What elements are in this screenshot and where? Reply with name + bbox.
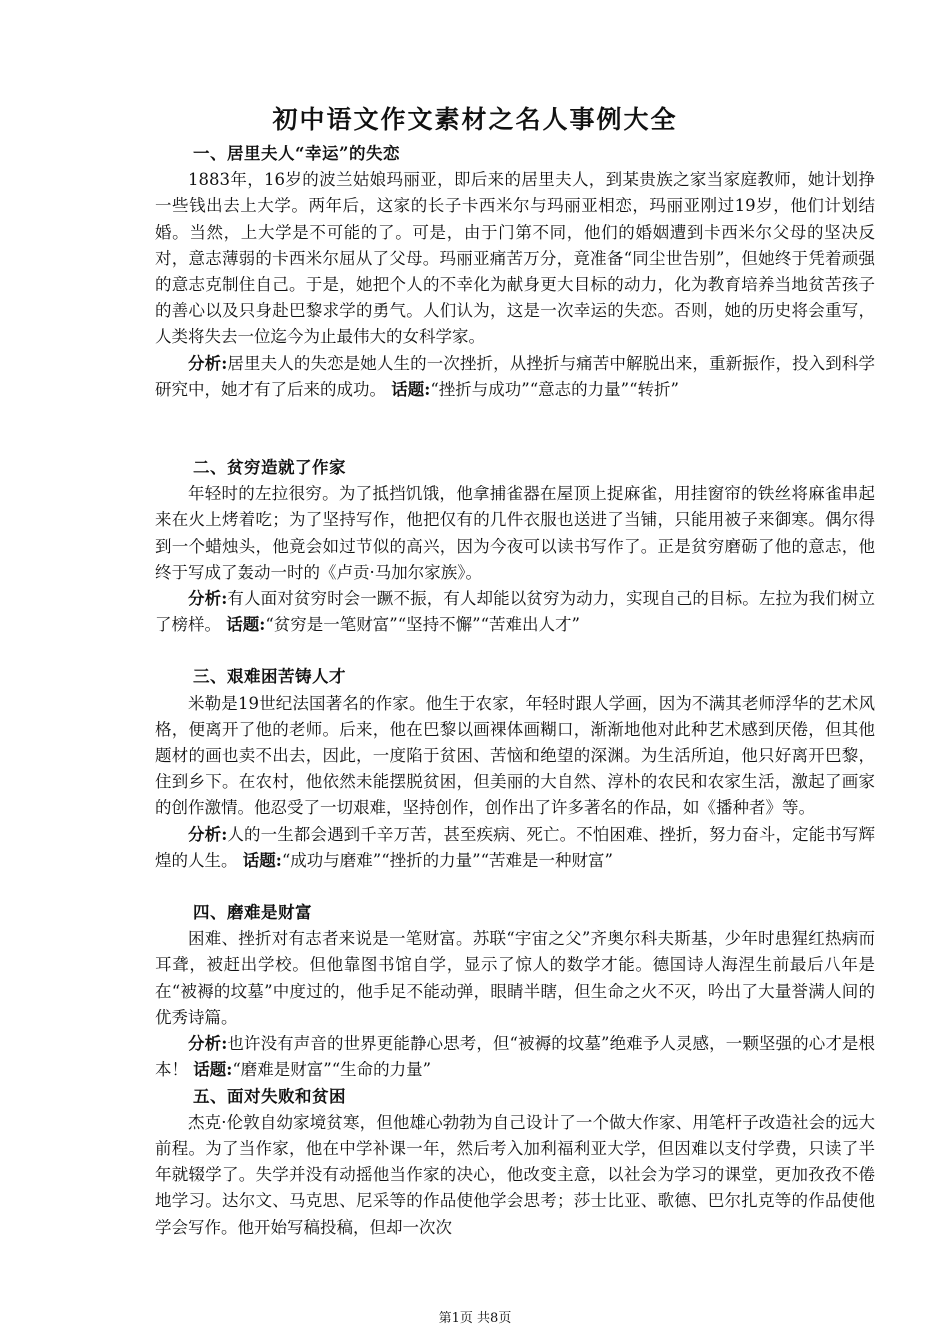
section-heading: 五、面对失败和贫困 [193, 1086, 346, 1106]
topic-text: “贫穷是一笔财富”“坚持不懈”“苦难出人才” [265, 615, 580, 635]
section-heading: 一、居里夫人“幸运”的失恋 [193, 144, 400, 163]
analysis-label: 分析: [188, 589, 228, 609]
document-title: 初中语文作文素材之名人事例大全 [272, 105, 678, 134]
topic-label: 话题: [193, 1060, 233, 1080]
section-gap [155, 638, 875, 664]
section-body: 困难、挫折对有志者来说是一笔财富。苏联“宇宙之父”齐奥尔科夫斯基，少年时患猩红热病而耳聋，被赶出学校。但他靠图书馆自学，显示了惊人的数学才能。德国诗人海涅生前最后八年是在“被褥的坟墓”中度过的，他手足不能动弹，眼睛半瞎，但生命之火不灭，吟出了大量誉满人间的优秀诗篇。 [155, 929, 875, 1027]
page-footer: 第1页 共8页 [438, 1311, 512, 1326]
topic-text: “磨难是财富”“生命的力量” [232, 1060, 432, 1080]
section-heading: 四、磨难是财富 [193, 903, 312, 923]
section-body: 米勒是19世纪法国著名的作家。他生于农家，年轻时跟人学画，因为不满其老师浮华的艺术风格，便离开了他的老师。后来，他在巴黎以画裸体画糊口，渐渐地他对此种艺术感到厌倦，但其他题材的画也卖不出去，因此，一度陷于贫困、苦恼和绝望的深渊。为生活所迫，他只好离开巴黎，住到乡下。在农村，他依然未能摆脱贫困，但美丽的大自然、淳朴的农民和农家生活，激起了画家的创作激情。他忍受了一切艰难，坚持创作，创作出了许多著名的作品，如《播种者》等。 [155, 693, 875, 818]
topic-text: “成功与磨难”“挫折的力量”“苦难是一种财富” [281, 850, 613, 870]
section-heading: 三、艰难困苦铸人才 [193, 667, 346, 687]
analysis-text: 居里夫人的失恋是她人生的一次挫折，从挫折与痛苦中解脱出来，重新振作，投入到科学研究中，她才有了后来的成功。 [155, 353, 876, 399]
section-analysis [155, 351, 875, 403]
analysis-label: 分析: [188, 353, 228, 373]
analysis-text: 人的一生都会遇到千辛万苦，甚至疾病、死亡。不怕困难、挫折，努力奋斗，定能书写辉煌的人生。 [155, 824, 876, 870]
topic-text: “挫折与成功”“意志的力量”“转折” [430, 379, 679, 399]
document-body [155, 141, 875, 1241]
section-gap [155, 874, 875, 900]
section-heading: 二、贫穷造就了作家 [193, 458, 346, 478]
section-gap [155, 403, 875, 429]
topic-label: 话题: [226, 615, 266, 635]
section-analysis [155, 586, 875, 638]
section-analysis [155, 822, 875, 874]
section-body: 杰克·伦敦自幼家境贫寒，但他雄心勃勃为自己设计了一个做大作家、用笔杆子改造社会的远大前程。为了当作家，他在中学补课一年，然后考入加利福利亚大学，但因难以支付学费，只读了半年就辍学了。失学并没有动摇他当作家的决心，他改变主意，以社会为学习的课堂，更加孜孜不倦地学习。达尔文、马克思、尼采等的作品使他学会思考；莎士比亚、歌德、巴尔扎克等的作品使他学会写作。他开始写稿投稿，但却一次次 [155, 1112, 875, 1237]
section-analysis [155, 1031, 875, 1083]
analysis-text: 也许没有声音的世界更能静心思考，但“被褥的坟墓”绝难予人灵感，一颗坚强的心才是根本！ [155, 1034, 876, 1080]
topic-label: 话题: [391, 379, 431, 399]
section-body: 1883年，16岁的波兰姑娘玛丽亚，即后来的居里夫人，到某贵族之家当家庭教师，她计划挣一些钱出去上大学。两年后，这家的长子卡西米尔与玛丽亚相恋，玛丽亚刚过19岁，他们计划结婚。当然，上大学是不可能的了。可是，由于门第不同，他们的婚姻遭到卡西米尔父母的坚决反对，意志薄弱的卡西米尔屈从了父母。玛丽亚痛苦万分，竟准备“同尘世告别”，但她终于凭着顽强的意志克制住自己。于是，她把个人的不幸化为献身更大目标的动力，化为教育培养当地贫苦孩子的善心以及只身赴巴黎求学的勇气。人们认为，这是一次幸运的失恋。否则，她的历史将会重写，人类将失去一位迄今为止最伟大的女科学家。 [155, 170, 875, 347]
analysis-label: 分析: [188, 824, 228, 844]
analysis-text: 有人面对贫穷时会一蹶不振，有人却能以贫穷为动力，实现自己的目标。左拉为我们树立了榜样。 [155, 589, 876, 635]
section-gap [155, 429, 875, 455]
topic-label: 话题: [242, 850, 282, 870]
section-body: 年轻时的左拉很穷。为了抵挡饥饿，他拿捕雀器在屋顶上捉麻雀，用挂窗帘的铁丝将麻雀串起来在火上烤着吃；为了坚持写作，他把仅有的几件衣服也送进了当铺，只能用被子来御寒。偶尔得到一个蜡烛头，他竟会如过节似的高兴，因为今夜可以读书写作了。正是贫穷磨砺了他的意志，他终于写成了轰动一时的《卢贡·马加尔家族》。 [155, 484, 875, 582]
analysis-label: 分析: [188, 1034, 228, 1054]
